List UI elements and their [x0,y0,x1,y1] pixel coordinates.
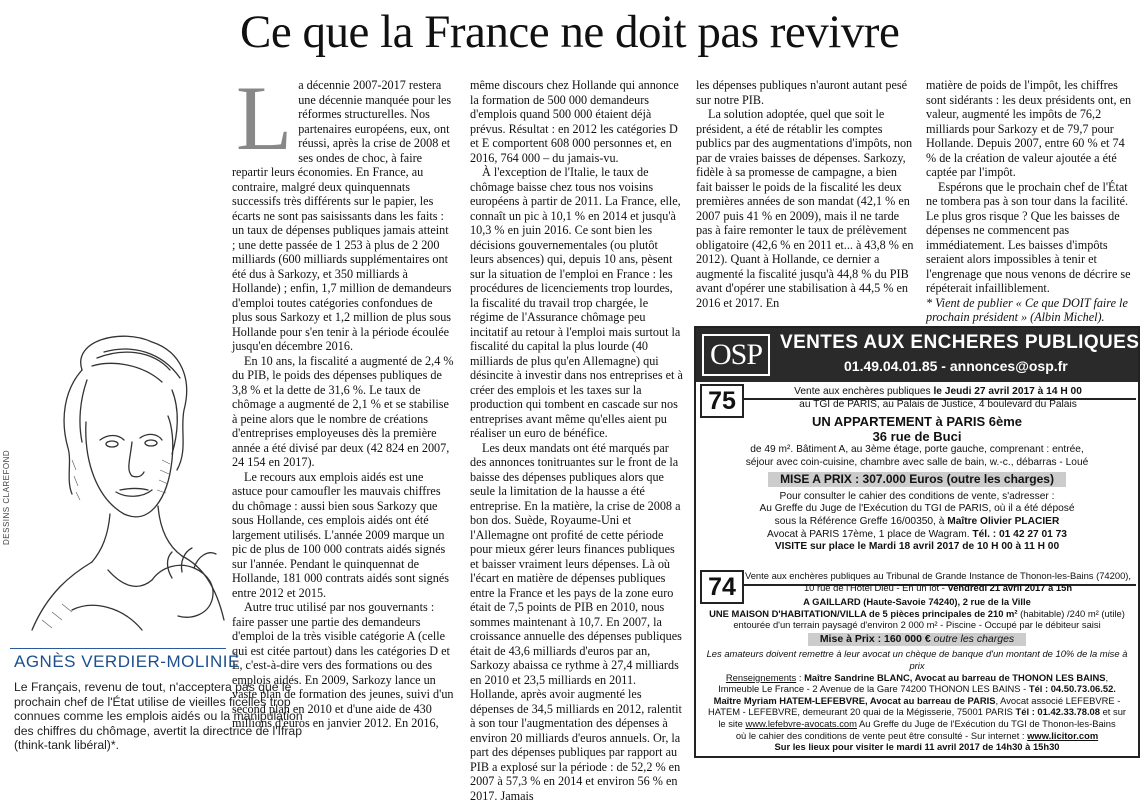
ad-text: outre les charges [934,633,1015,645]
lot-75-body [700,414,1134,554]
portrait-illustration [12,330,232,648]
paragraph: Autre truc utilisé par nos gouvernants : faire passer une partie des demandeurs d'emploi de la très visible catégorie A (celle qui est citée partout) dans les catégories D et E, c'est-à-dire vers des formations ou des emplois aidés. En 2009, Sarkozy lance un vaste plan de formation des jeunes, suivi d'un second plan en 2010 et d'une aide de 430 millions d'euros en janvier 2012. En 2016, [232,600,454,731]
ad-text: Au Greffe du Juge de l'Exécution du TGI de Thonon-les-Bains [857,718,1116,729]
paragraph: Espérons que le prochain chef de l'État ne tombera pas à son tour dans la facilité. Le plus gros risque ? Que les baisses de dépenses ne commencent pas immédiatement. Les baisses d'impôts seraient alors impossibles à tenir et l'engrenage que nous venons de décrire se répéterait infailliblement. [926,180,1136,296]
visit-info: VISITE sur place le Mardi 18 avril 2017 de 10 H 00 à 11 H 00 [700,541,1134,554]
article-column-4 [926,78,1136,325]
ad-text: Vente aux enchères publiques au Tribunal de Grande Instance de Thonon-les-Bains (74200), [742,570,1134,582]
divider [10,648,226,649]
paragraph: même discours chez Hollande qui annonce la formation de 500 000 demandeurs d'emplois quand 500 000 étaient déjà prévus. Résultat : en 2012 les catégories D et E comportent 608 000 personnes et, en 2016, 764 000 – du jamais-vu. [470,78,684,165]
article-column-1 [232,78,454,731]
paragraph: matière de poids de l'impôt, les chiffres sont sidérants : les deux présidents ont, en valeur, augmenté les impôts de 76,2 milliards pour Sarkozy et de 79,7 pour Hollande. Depuis 2007, entre 60 % et 74 % de la création de valeur ajoutée a été captée par l'impôt. [926,78,1136,180]
ad-text: Maître Sandrine BLANC, Avocat au barreau de THONON LES BAINS [804,672,1105,683]
ad-header [696,328,1138,382]
paragraph: En 10 ans, la fiscalité a augmenté de 2,4 % du PIB, le poids des dépenses publiques de 3,8 % et la dette de 31,6 %. Le taux de chômage a augmenté de 2,1 % et se stabilise à peine alors que le nombre de créations d'entreprises employeuses dès la première année a été divisé par deux (42 824 en 2007, 24 154 en 2017). [232,354,454,470]
ad-text: , [1106,672,1109,683]
lot-number: 74 [700,570,744,604]
paragraph: a décennie 2007-2017 restera une décennie manquée pour les réformes structurelles. Nos partenaires européens, eux, ont réussi, après la crise de 2008 et ses ondes de choc, à faire repartir leurs économies. En France, au contraire, malgré deux quinquennats successifs très différents sur le papier, les écarts ne sont pas saisissants dans les faits : un taux de dépenses publiques jamais atteint ; une dette passée de 1 253 à plus de 2 200 milliards (600 milliards supplémentaires ont été dus à Sarkozy, et 350 milliards à Hollande) ; enfin, 1,7 million de demandeurs d'emploi toutes catégories confondues de plus sous Sarkozy et 1,2 million de plus sous Hollande pour s'en tenir à la période écoulée jusqu'en décembre 2016. [232,78,451,353]
ad-text: Les amateurs doivent remettre à leur avocat un chèque de banque d'un montant de 10% de la mise à prix [700,648,1134,671]
ad-text: Pour consulter le cahier des conditions de vente, s'adresser : [700,491,1134,504]
paragraph: Le recours aux emplois aidés est une astuce pour camoufler les mauvais chiffres du chômage : aussi bien sous Sarkozy que sous Hollande, ces emplois aidés ont été largement utilisés. L'année 2009 marque un pic de plus de 100 000 contrats aidés signés sur l'année. Pendant le quinquennat de Hollande, 181 000 contrats aidés sont signés entre 2012 et 2015. [232,470,454,601]
dropcap: L [236,80,292,156]
lot-74-details [742,570,1134,593]
lot-74-body [700,596,1134,753]
ad-text: Tél : 01.42.33.78.08 [1016,706,1100,717]
ad-text: sous la Référence Greffe 16/00350, à [775,516,948,527]
paragraph: Les deux mandats ont été marqués par des annonces tonitruantes sur le front de la baisse des dépenses publiques alors que seule la limitation de la hausse a été entreprise. En la matière, la crise de 2008 a bon dos. Suède, Royaume-Uni et l'Allemagne ont profité de cette période pour mieux gérer leurs finances publiques et baisser vraiment leurs dépenses. Là où l'écart en matière de dépenses publiques entre la France et les pays de la zone euro était de 7,5 points de PIB en 2010, nous sommes maintenant à 10,7. En 2007, la croissance annuelle des dépenses publiques était de 43,6 milliards d'euros par an, Sarkozy abaissa ce rythme à 27,4 milliards en 2010 et 23,5 milliards en 2011. Hollande, après avoir augmenté les dépenses de 34,5 milliards en 2012, ralentit à son tour l'augmentation des dépenses à environ 20 milliards d'euros annuels. Or, la part des dépenses publiques par rapport au PIB a explosé sur la période : de 52,2 % en 2007 à 57,3 % en 2014 et environ 56 % en 2017. Jamais [470,441,684,803]
starting-price: Mise à Prix : 160 000 € [820,633,934,645]
paragraph: À l'exception de l'Italie, le taux de chômage baisse chez tous nos voisins européens à partir de 2011. La France, elle, connaît un pic à 10,1 % en 2014 et jusqu'à 10,3 % en juin 2016. Ce sont bien les décisions gouvernementales (ou plutôt leurs absences) qui, depuis 10 ans, pèsent sur la situation de l'emploi en France : les procédures de licenciements trop lourdes, la fiscalité du travail trop chargée, le régime de l'Assurance chômage peu incitatif au retour à l'emploi mais surtout la fiscalité du capital la plus lourde (40 milliards de plus qu'en Allemagne) qui désincite à investir dans nos entreprises et à créer des emplois et les taxes sur la production qui tombent en cascade sur nos entreprises avant même qu'elles aient pu réaliser un euro de bénéfice. [470,165,684,441]
ad-text: entourée d'un terrain paysagé d'environ 2 000 m² - Piscine - Occupé par le débiteur saisi [700,619,1134,631]
ad-text: (habitable) /240 m² (utile) [1018,608,1125,619]
ad-text: A GAILLARD (Haute-Savoie 74240), 2 rue de la Ville [700,596,1134,608]
article-column-2 [470,78,684,803]
ad-text: UNE MAISON D'HABITATION/VILLA de 5 pièces principales de 210 m² [709,608,1017,619]
ad-text: de 49 m². Bâtiment A, au 3ème étage, porte gauche, comprenant : entrée, [700,444,1134,457]
ad-text: le site [718,718,745,729]
footnote: * Vient de publier « Ce que DOIT faire le prochain président » (Albin Michel). [926,296,1136,325]
ad-text: Avocat à PARIS 17ème, 1 place de Wagram. [767,529,972,540]
ad-text: où le cahier des conditions de vente peut être consulté - Sur internet : [736,730,1027,741]
ad-text: Maître Olivier PLACIER [947,516,1059,527]
article-column-3 [696,78,914,310]
ad-text: 10 rue de l'Hôtel Dieu - En un lot - [804,582,948,593]
ad-text: , Avocat associé LEFEBVRE - [995,695,1120,706]
ad-title: VENTES AUX ENCHERES PUBLIQUES [780,332,1139,354]
website-link[interactable]: www.lefebvre-avocats.com [745,718,857,729]
ad-text: au TGI de PARIS, au Palais de Justice, 4 boulevard du Palais [742,399,1134,412]
property-address: 36 rue de Buci [700,429,1134,444]
ad-text: Tél. : 01 42 27 01 73 [972,529,1067,540]
ad-text: Au Greffe du Juge de l'Exécution du TGI de PARIS, où il a été déposé [700,503,1134,516]
ad-text: : [796,672,804,683]
ad-text: Immeuble Le France - 2 Avenue de la Gare 74200 THONON LES BAINS - [718,683,1029,694]
author-name: AGNÈS VERDIER-MOLINIÉ [14,652,240,672]
ad-text: le Jeudi 27 avril 2017 à 14 H 00 [933,386,1081,397]
property-title: UN APPARTEMENT à PARIS 6ème [700,414,1134,429]
ad-text: séjour avec coin-cuisine, chambre avec salle de bain, w.-c., débarras - Loué [700,457,1134,470]
ad-text: Tél : 04.50.73.06.52. [1029,683,1116,694]
intro-text: Le Français, revenu de tout, n'acceptera pas que le prochain chef de l'État utilise de vieilles ficelles trop connues comme les emplois aidés ou la manipulation des chiffres du chômage, avertit la directrice de l'Ifrap (think-tank libéral)*. [14,680,304,753]
starting-price: MISE A PRIX : 307.000 Euros (outre les charges) [768,472,1066,487]
ad-text: Renseignements [726,672,796,683]
paragraph: La solution adoptée, quel que soit le président, a été de rétablir les comptes publics par des augmentations d'impôts, non par de vraies baisses de dépenses. Sarkozy, fidèle à sa promesse de campagne, a bien fait baisser le poids de la fiscalité les deux premières années de son mandat (42,1 % en 2007 puis 41 % en 2009), mais il ne tarde pas à faire remonter le taux de prélèvement obligatoire (42,6 % en 2011 et... à 43,8 % en 2012). Quant à Hollande, ce dernier a augmenté la fiscalité jusqu'à 44,8 % du PIB avant d'opérer une stabilisation à 44,5 % en 2016 et 2017. En [696,107,914,310]
lot-75-details [742,386,1134,411]
ad-text: Vendredi 21 avril 2017 à 15h [947,582,1072,593]
ad-contact: 01.49.04.01.85 - annonces@osp.fr [844,358,1068,374]
ad-text: Vente aux enchères publiques [794,386,933,397]
website-link[interactable]: www.licitor.com [1027,730,1098,741]
visit-info: Sur les lieux pour visiter le mardi 11 avril 2017 de 14h30 à 15h30 [700,741,1134,753]
illustration-credit: DESSINS CLAREFOND [2,450,11,545]
paragraph: les dépenses publiques n'auront autant pesé sur notre PIB. [696,78,914,107]
ad-text: et sur [1100,706,1126,717]
ad-text: Maître Myriam HATEM-LEFEBVRE, Avocat au barreau de PARIS [714,695,996,706]
lot-number: 75 [700,384,744,418]
ad-text: HATEM - LEFEBVRE, demeurant 20 quai de la Mégisserie, 75001 PARIS [708,706,1016,717]
headline: Ce que la France ne doit pas revivre [240,2,1020,62]
auction-advertisement [694,326,1140,758]
osp-logo: OSP [702,334,770,376]
